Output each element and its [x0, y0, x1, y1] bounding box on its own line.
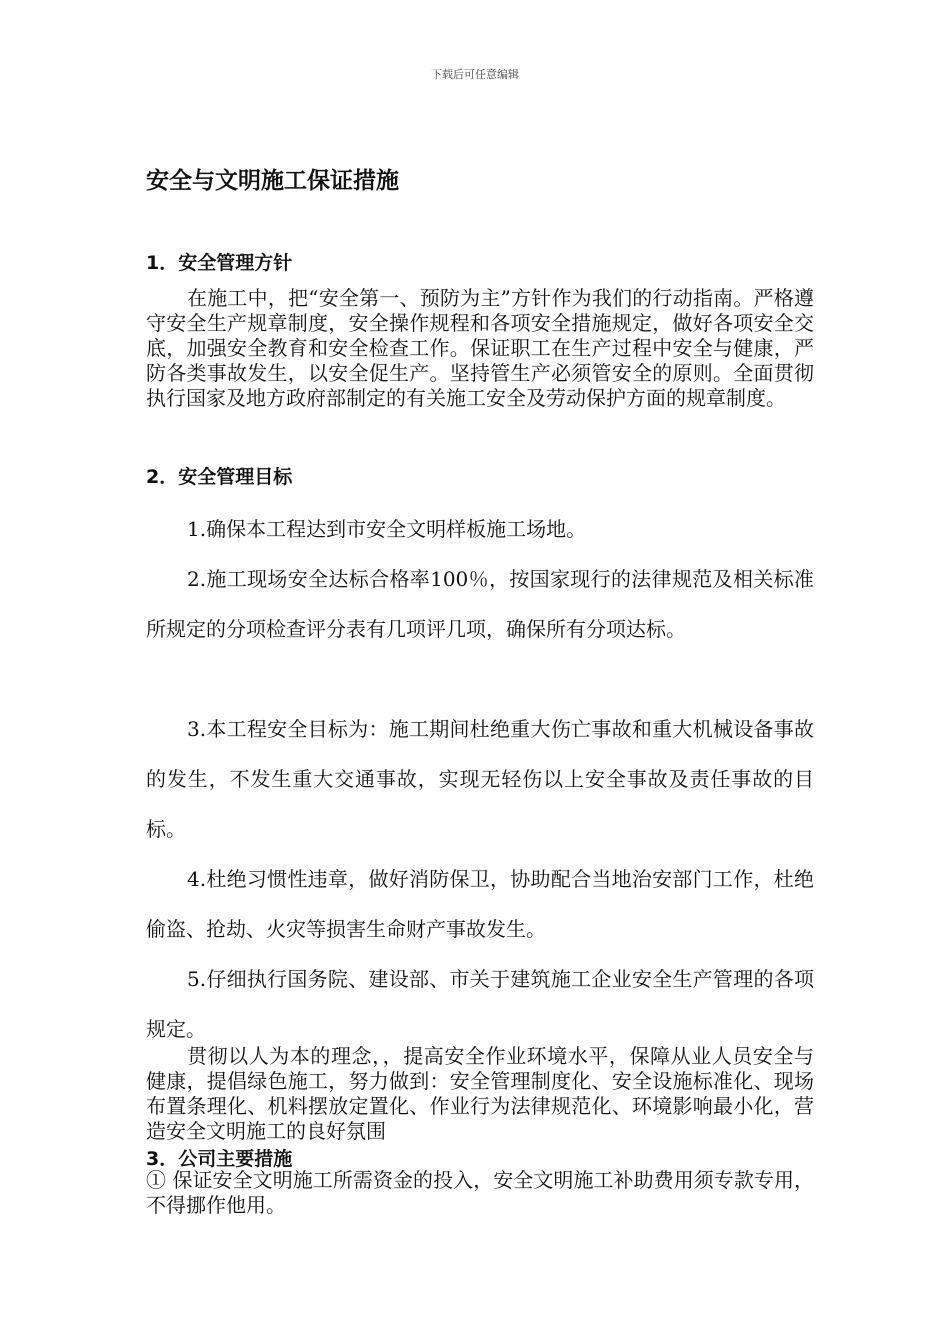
goal-item-2: 2.施工现场安全达标合格率100％，按国家现行的法律规范及相关标准所规定的分项检查评分表有几项评几项，确保所有分项达标。 — [146, 567, 814, 641]
section-2-heading: 2．安全管理目标 — [146, 466, 293, 488]
section-1-heading: 1．安全管理方针 — [146, 252, 293, 274]
section-2-closing-paragraph: 贯彻以人为本的理念，，提高安全作业环境水平，保障从业人员安全与健康，提倡绿色施工，努力做到：安全管理制度化、安全设施标准化、现场布置条理化、机料摆放定置化、作业行为法律规范化、环境影响最小化，营造安全文明施工的良好氛围 — [146, 1044, 814, 1143]
goal-item-4: 4.杜绝习惯性违章，做好消防保卫，协助配合当地治安部门工作，杜绝偷盗、抢劫、火灾等损害生命财产事故发生。 — [146, 867, 814, 941]
goal-item-1: 1.确保本工程达到市安全文明样板施工场地。 — [187, 517, 587, 541]
page-header: 下载后可任意编辑 — [431, 68, 519, 81]
measure-item-1: ① 保证安全文明施工所需资金的投入，安全文明施工补助费用须专款专用，不得挪作他用。 — [146, 1168, 814, 1217]
goal-item-3: 3.本工程安全目标为：施工期间杜绝重大伤亡事故和重大机械设备事故的发生，不发生重大交通事故，实现无轻伤以上安全事故及责任事故的目标。 — [146, 717, 814, 841]
document-title: 安全与文明施工保证措施 — [146, 168, 399, 194]
section-3-heading: 3．公司主要措施 — [146, 1148, 293, 1170]
section-1-paragraph: 在施工中，把“安全第一、预防为主”方针作为我们的行动指南。严格遵守安全生产规章制度，安全操作规程和各项安全措施规定，做好各项安全交底，加强安全教育和安全检查工作。保证职工在生产过程中安全与健康，严防各类事故发生，以安全促生产。坚持管生产必须管安全的原则。全面贯彻执行国家及地方政府部制定的有关施工安全及劳动保护方面的规章制度。 — [146, 286, 814, 410]
goal-item-5: 5.仔细执行国务院、建设部、市关于建筑施工企业安全生产管理的各项规定。 — [146, 967, 814, 1041]
